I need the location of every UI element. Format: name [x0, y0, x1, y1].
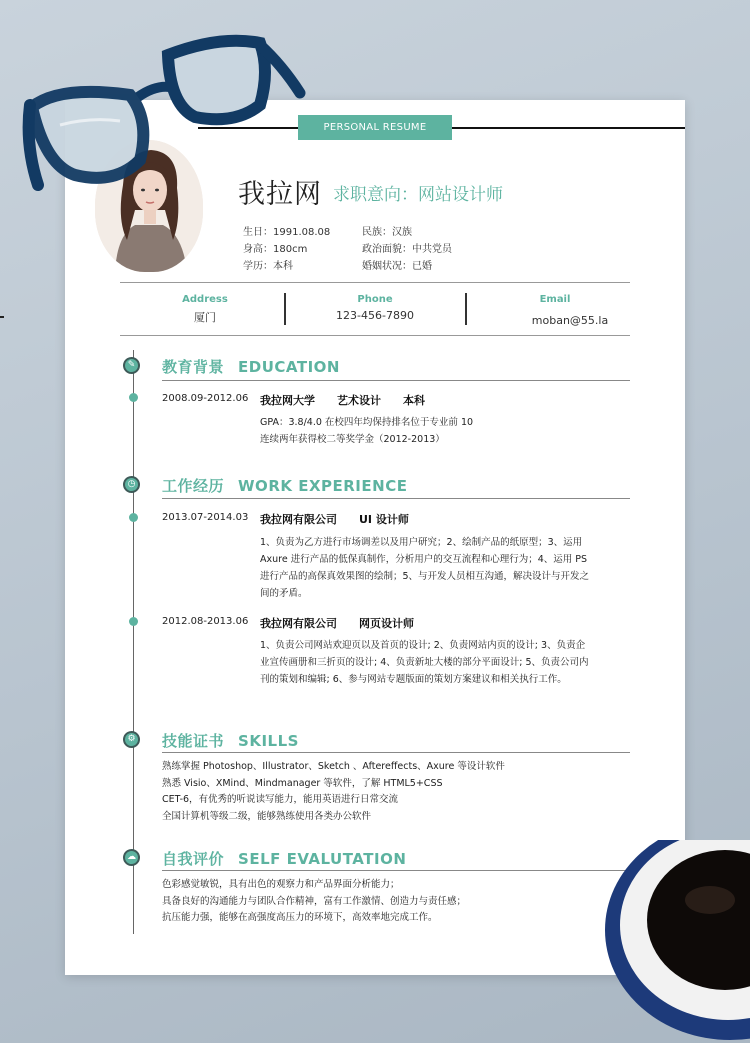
skill-line: 熟练掌握 Photoshop、Illustrator、Sketch 、Aftereffects、Axure 等设计软件: [162, 761, 505, 772]
job-heading: [260, 511, 431, 527]
job-role: UI 设计师: [359, 513, 409, 526]
section-rule: [162, 380, 630, 381]
contact-address: [120, 283, 290, 325]
job-role: 网页设计师: [359, 617, 414, 630]
contact-address-label: Address: [182, 294, 228, 305]
contact-phone-label: Phone: [357, 294, 393, 305]
section-title-en: SELF EVALUTATION: [238, 850, 407, 868]
timeline-dot: [129, 617, 138, 626]
info-birthday: 生日：1991.08.08: [243, 227, 331, 238]
contact-phone: [290, 283, 460, 322]
resume-tag: PERSONAL RESUME: [298, 115, 452, 140]
contact-email-value: moban@55.la: [531, 314, 609, 327]
section-title-work: [162, 475, 407, 496]
education-details: [260, 414, 590, 448]
contact-divider: [465, 293, 467, 325]
edge-tick-mark: [0, 316, 4, 318]
section-rule: [162, 870, 630, 871]
info-height: 身高：180cm: [243, 244, 308, 255]
education-line: GPA：3.8/4.0 在校四年均保持排名位于专业前 10: [260, 417, 474, 428]
degree-name: 本科: [403, 394, 425, 407]
job-date: 2012.08-2013.06: [162, 616, 249, 627]
job-date: 2013.07-2014.03: [162, 512, 249, 523]
section-title-cn: 技能证书: [162, 732, 225, 750]
gear-icon: ⚙: [123, 731, 140, 748]
skill-line: CET-6，有优秀的听说读写能力，能用英语进行日常交流: [162, 794, 399, 805]
section-title-en: SKILLS: [238, 732, 299, 750]
section-title-self: [162, 848, 406, 869]
section-title-education: [162, 356, 340, 377]
job-intent: 求职意向：网站设计师: [333, 185, 503, 205]
candidate-name: 我拉网: [238, 179, 322, 210]
section-title-en: WORK EXPERIENCE: [238, 477, 408, 495]
job-company: 我拉网有限公司: [260, 513, 337, 526]
job-heading: [260, 615, 436, 631]
self-line: 具备良好的沟通能力与团队合作精神，富有工作激情、创造力与责任感；: [162, 895, 467, 907]
timeline-line: [133, 350, 134, 934]
job-company: 我拉网有限公司: [260, 617, 337, 630]
info-political: 政治面貌：中共党员: [362, 244, 452, 255]
job-description: 1、负责公司网站欢迎页以及首页的设计; 2、负责网站内页的设计; 3、负责企业宣传画册和三折页的设计; 4、负责新址大楼的部分平面设计; 5、负责公司内刊的策划和编辑; 6、参与网站专题版面的策划方案建议和相关执行工作。: [260, 640, 589, 685]
section-title-cn: 工作经历: [162, 477, 225, 495]
info-ethnicity: 民族：汉族: [362, 227, 412, 238]
section-title-cn: 教育背景: [162, 358, 225, 376]
skills-list: [162, 759, 622, 825]
self-line: 色彩感觉敏锐，具有出色的观察力和产品界面分析能力；: [162, 879, 400, 890]
contact-divider: [284, 293, 286, 325]
job-description: 1、负责为乙方进行市场调差以及用户研究；2、绘制产品的纸原型；3、运用 Axure 进行产品的低保真制作，分析用户的交互流程和心理行为；4、运用 PS 进行产品的高保真效果图的绘制；5、与开发人员相互沟通，解决设计与开发之间的矛盾。: [260, 537, 590, 599]
education-heading: [260, 392, 447, 408]
contact-bar: [120, 282, 630, 336]
contact-email-label: Email: [539, 294, 571, 305]
section-rule: [162, 752, 630, 753]
info-marital: 婚姻状况：已婚: [362, 261, 432, 272]
info-education: 学历：本科: [243, 261, 293, 272]
contact-phone-value: 123-456-7890: [336, 309, 414, 322]
section-rule: [162, 498, 630, 499]
glasses-icon: [20, 25, 310, 195]
contact-address-value: 厦门: [194, 311, 216, 324]
skill-line: 全国计算机等级二级，能够熟练使用各类办公软件: [162, 810, 372, 822]
pencil-icon: ✎: [123, 357, 140, 374]
education-line: 连续两年获得校二等奖学金（2012-2013）: [260, 434, 445, 445]
coffee-cup-icon: [600, 840, 750, 1043]
resume-page: [65, 100, 685, 975]
cloud-icon: ☁: [123, 849, 140, 866]
self-line: 抗压能力强，能够在高强度高压力的环境下，高效率地完成工作。: [162, 912, 438, 923]
timeline-dot: [129, 393, 138, 402]
contact-email: [470, 283, 640, 327]
timeline-dot: [129, 513, 138, 522]
section-title-skills: [162, 730, 299, 751]
section-title-en: EDUCATION: [238, 358, 340, 376]
self-evaluation-list: [162, 877, 622, 927]
major-name: 艺术设计: [337, 394, 381, 407]
clock-icon: ◷: [123, 476, 140, 493]
school-name: 我拉网大学: [260, 394, 315, 407]
skill-line: 熟悉 Visio、XMind、Mindmanager 等软件，了解 HTML5+CSS: [162, 777, 443, 789]
education-date: 2008.09-2012.06: [162, 393, 249, 404]
section-title-cn: 自我评价: [162, 850, 225, 868]
